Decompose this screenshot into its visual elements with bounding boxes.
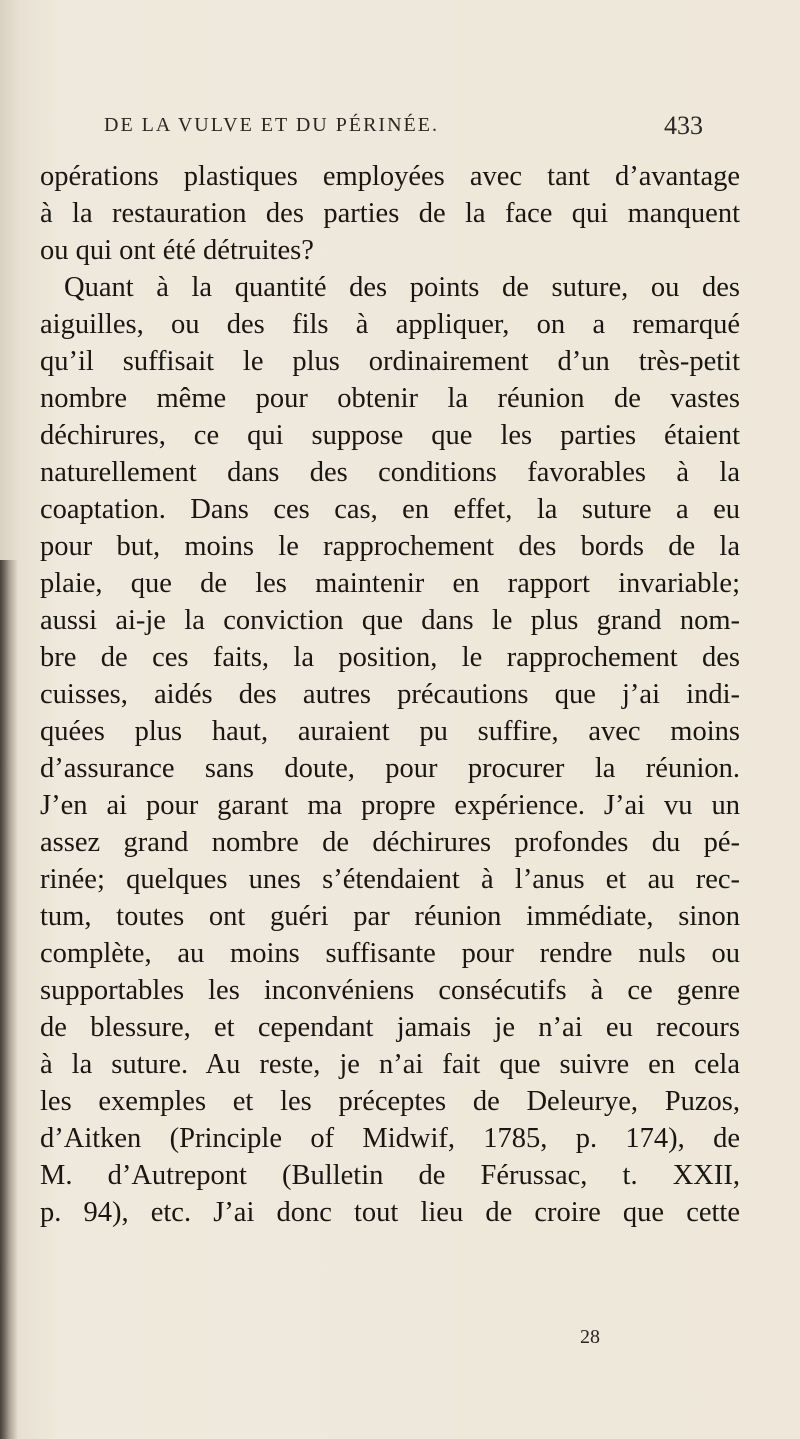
- body-text: [40, 158, 740, 1231]
- running-title: DE LA VULVE ET DU PÉRINÉE.: [104, 114, 439, 136]
- page-gutter-shadow: [0, 560, 18, 1439]
- text-line: pour but, moins le rapprochement des bords de la: [40, 531, 740, 562]
- text-line: complète, au moins suffisante pour rendre nuls ou: [40, 938, 740, 969]
- text-line: Quant à la quantité des points de suture, ou des: [64, 272, 740, 303]
- text-line: rinée; quelques unes s’étendaient à l’anus et au rec-: [40, 864, 740, 895]
- text-line: à la suture. Au reste, je n’ai fait que suivre en cela: [40, 1049, 740, 1080]
- text-line: de blessure, et cependant jamais je n’ai eu recours: [40, 1012, 740, 1043]
- text-line: quées plus haut, auraient pu suffire, avec moins: [40, 716, 740, 747]
- text-line: nombre même pour obtenir la réunion de vastes: [40, 383, 740, 414]
- text-line: plaie, que de les maintenir en rapport invariable;: [40, 568, 740, 599]
- text-line: coaptation. Dans ces cas, en effet, la suture a eu: [40, 494, 740, 525]
- signature-mark: 28: [580, 1326, 600, 1348]
- text-line: p. 94), etc. J’ai donc tout lieu de croire que cette: [40, 1197, 740, 1228]
- text-line: bre de ces faits, la position, le rapprochement des: [40, 642, 740, 673]
- text-line: qu’il suffisait le plus ordinairement d’un très-petit: [40, 346, 740, 377]
- running-head: [0, 111, 800, 144]
- text-line: déchirures, ce qui suppose que les parties étaient: [40, 420, 740, 451]
- text-line: M. d’Autrepont (Bulletin de Férussac, t. XXII,: [40, 1160, 740, 1191]
- text-line: supportables les inconvéniens consécutifs à ce genre: [40, 975, 740, 1006]
- text-line: tum, toutes ont guéri par réunion immédiate, sinon: [40, 901, 740, 932]
- text-line: naturellement dans des conditions favorables à la: [40, 457, 740, 488]
- text-line: cuisses, aidés des autres précautions que j’ai indi-: [40, 679, 740, 710]
- text-line: à la restauration des parties de la face qui manquent: [40, 198, 740, 229]
- text-line: opérations plastiques employées avec tant d’avantage: [40, 161, 740, 192]
- text-line: ou qui ont été détruites?: [40, 235, 314, 266]
- text-line: les exemples et les préceptes de Deleurye, Puzos,: [40, 1086, 740, 1117]
- page-number: 433: [664, 111, 703, 140]
- text-line: J’en ai pour garant ma propre expérience. J’ai vu un: [40, 790, 740, 821]
- text-line: assez grand nombre de déchirures profondes du pé-: [40, 827, 740, 858]
- text-line: aiguilles, ou des fils à appliquer, on a remarqué: [40, 309, 740, 340]
- text-line: d’assurance sans doute, pour procurer la réunion.: [40, 753, 740, 784]
- text-line: aussi ai-je la conviction que dans le plus grand nom-: [40, 605, 740, 636]
- text-line: d’Aitken (Principle of Midwif, 1785, p. 174), de: [40, 1123, 740, 1154]
